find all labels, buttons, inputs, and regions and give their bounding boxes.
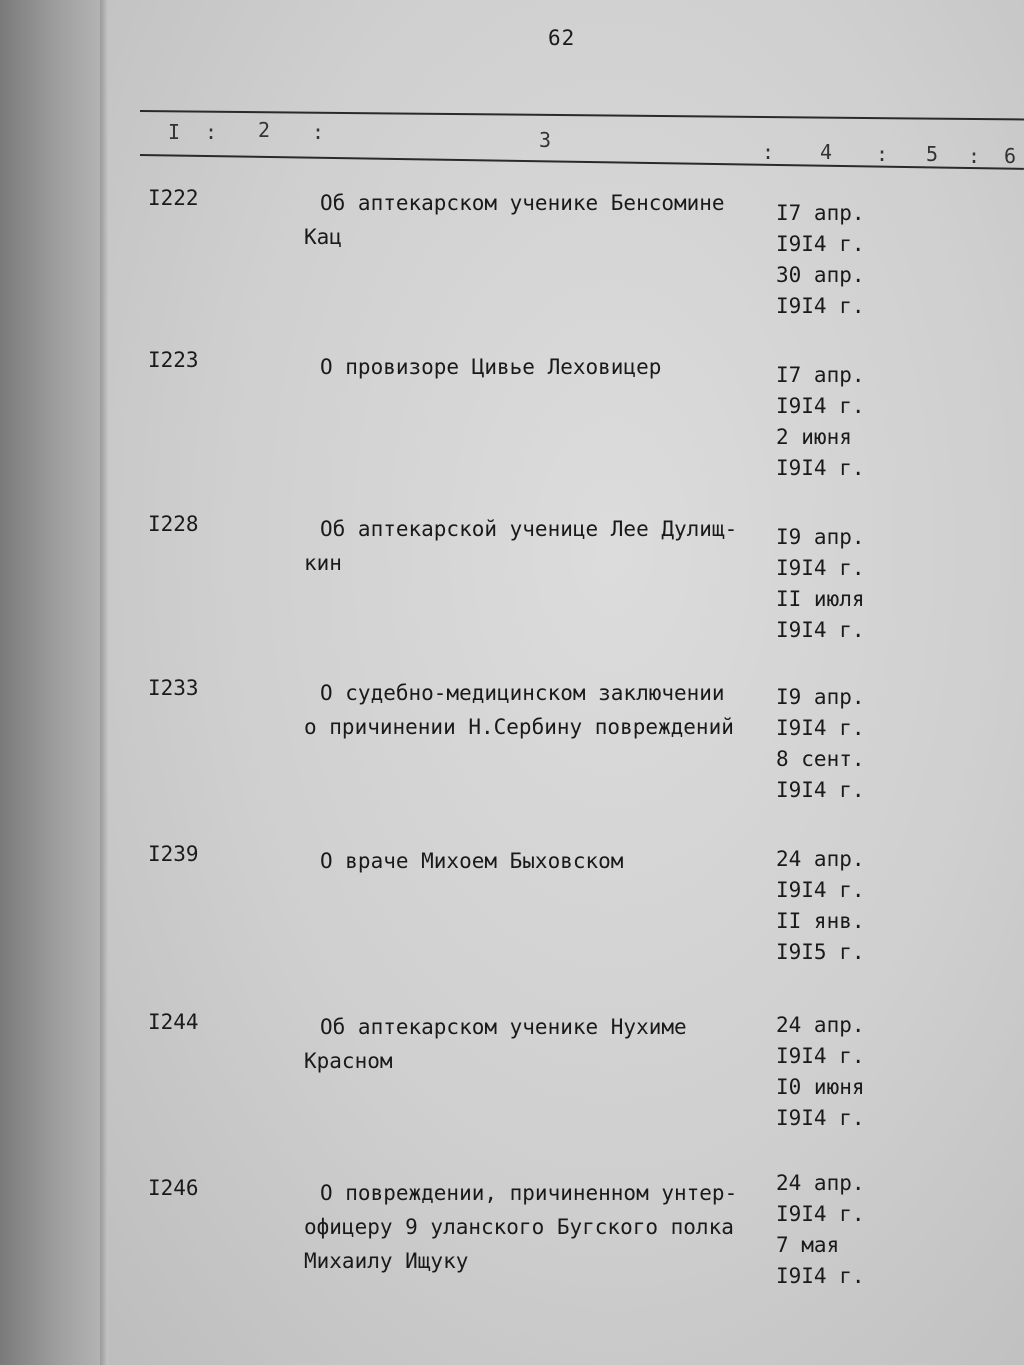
- end-year: I9I4 г.: [776, 1264, 865, 1288]
- case-number: I239: [148, 842, 199, 866]
- case-title-line: О провизоре Цивье Леховицер: [320, 355, 662, 379]
- case-title-line: Кац: [304, 225, 342, 249]
- case-number: I246: [148, 1176, 199, 1200]
- start-date: 24 апр.: [776, 847, 865, 871]
- case-title-line: о причинении Н.Сербину повреждений: [304, 715, 734, 739]
- case-number: I233: [148, 676, 199, 700]
- case-title: [304, 186, 774, 254]
- case-title-line: О судебно-медицинском заключении: [320, 681, 725, 705]
- case-dates: [776, 360, 865, 484]
- column-header-3: 3: [539, 128, 552, 152]
- end-date: II янв.: [776, 909, 865, 933]
- case-dates: [776, 1168, 865, 1292]
- column-separator: :: [205, 120, 218, 144]
- start-date: I7 апр.: [776, 363, 865, 387]
- column-separator: :: [876, 142, 889, 166]
- end-date: I0 июня: [776, 1075, 865, 1099]
- column-header-5: 5: [926, 142, 939, 166]
- column-header-6: 6: [1004, 144, 1017, 168]
- end-date: 2 июня: [776, 425, 852, 449]
- end-date: 7 мая: [776, 1233, 840, 1257]
- case-title: [304, 350, 774, 384]
- column-header-4: 4: [820, 140, 833, 164]
- case-dates: [776, 1010, 865, 1134]
- book-binding-shadow: [0, 0, 110, 1365]
- case-title-line: О враче Михоем Быховском: [320, 849, 624, 873]
- case-title-line: Об аптекарском ученике Бенсомине: [320, 191, 725, 215]
- end-year: I9I4 г.: [776, 294, 865, 318]
- page-number: 62: [548, 26, 576, 50]
- end-date: II июля: [776, 587, 865, 611]
- case-number: I244: [148, 1010, 199, 1034]
- case-dates: [776, 198, 865, 322]
- start-year: I9I4 г.: [776, 556, 865, 580]
- case-title: [304, 844, 774, 878]
- end-year: I9I4 г.: [776, 456, 865, 480]
- start-year: I9I4 г.: [776, 1044, 865, 1068]
- end-year: I9I5 г.: [776, 940, 865, 964]
- case-title-line: кин: [304, 551, 342, 575]
- start-date: 24 апр.: [776, 1013, 865, 1037]
- column-separator: :: [312, 120, 325, 144]
- end-year: I9I4 г.: [776, 778, 865, 802]
- case-dates: [776, 522, 865, 646]
- case-title: [304, 1010, 774, 1078]
- column-header-2: 2: [258, 118, 271, 142]
- case-title-line: Об аптекарском ученике Нухиме: [320, 1015, 687, 1039]
- case-title-line: офицеру 9 уланского Бугского полка: [304, 1215, 734, 1239]
- column-header-1: I: [168, 120, 181, 144]
- case-dates: [776, 682, 865, 806]
- start-year: I9I4 г.: [776, 1202, 865, 1226]
- end-date: 30 апр.: [776, 263, 865, 287]
- column-separator: :: [968, 144, 981, 168]
- start-date: 24 апр.: [776, 1171, 865, 1195]
- start-date: I9 апр.: [776, 525, 865, 549]
- end-date: 8 сент.: [776, 747, 865, 771]
- case-title-line: Красном: [304, 1049, 393, 1073]
- case-title-line: Об аптекарской ученице Лее Дулищ-: [320, 517, 738, 541]
- start-year: I9I4 г.: [776, 394, 865, 418]
- case-title-line: Михаилу Ищуку: [304, 1249, 469, 1273]
- end-year: I9I4 г.: [776, 618, 865, 642]
- case-number: I223: [148, 348, 199, 372]
- case-number: I222: [148, 186, 199, 210]
- case-dates: [776, 844, 865, 968]
- case-title: [304, 1176, 774, 1278]
- start-year: I9I4 г.: [776, 878, 865, 902]
- case-title-line: О повреждении, причиненном унтер-: [320, 1181, 738, 1205]
- case-title: [304, 512, 774, 580]
- case-number: I228: [148, 512, 199, 536]
- start-year: I9I4 г.: [776, 232, 865, 256]
- case-title: [304, 676, 774, 744]
- column-separator: :: [762, 140, 775, 164]
- start-year: I9I4 г.: [776, 716, 865, 740]
- start-date: I9 апр.: [776, 685, 865, 709]
- end-year: I9I4 г.: [776, 1106, 865, 1130]
- start-date: I7 апр.: [776, 201, 865, 225]
